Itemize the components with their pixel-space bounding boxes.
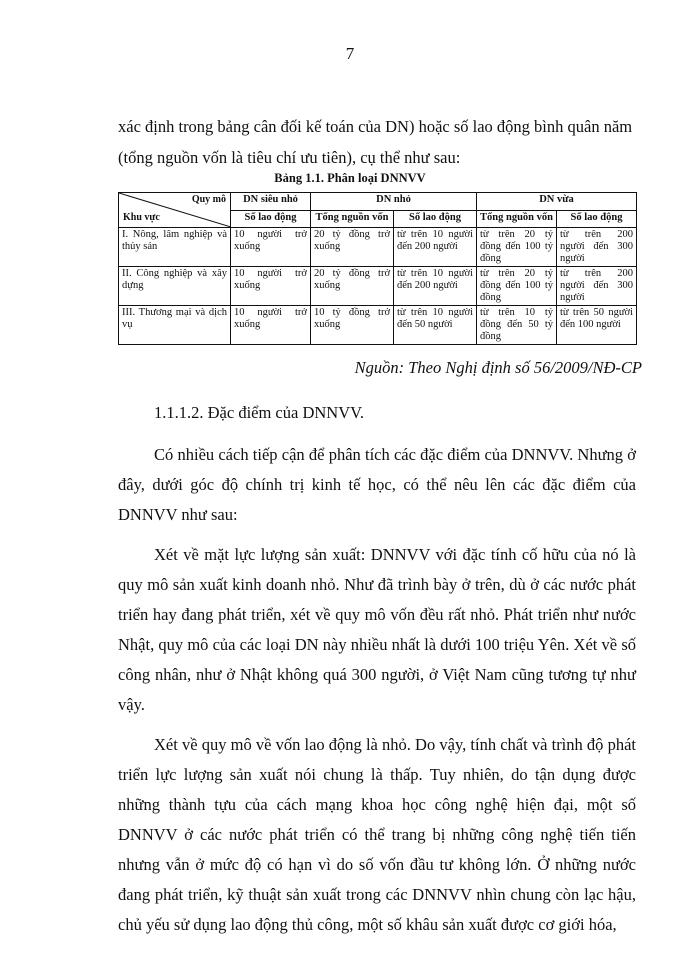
table-cell: từ trên 200 người đến 300 người — [557, 228, 637, 267]
table-cell: 10 tỷ đồng trở xuống — [311, 306, 394, 345]
group-header: DN siêu nhỏ — [231, 193, 311, 211]
classification-table — [118, 192, 637, 345]
section-title: 1.1.1.2. Đặc điểm của DNNVV. — [154, 403, 365, 422]
table-corner-cell — [119, 193, 231, 228]
intro-line: (tổng nguồn vốn là tiêu chí ưu tiên), cụ thể như sau: — [118, 148, 461, 167]
table-cell: từ trên 200 người đến 300 người — [557, 267, 637, 306]
column-header: Số lao động — [231, 210, 311, 228]
body-text — [118, 440, 636, 950]
table-source: Nguồn: Theo Nghị định số 56/2009/NĐ-CP — [354, 358, 642, 377]
table-cell: từ trên 20 tỷ đồng đến 100 tỷ đồng — [477, 228, 557, 267]
table-cell: 10 người trở xuống — [231, 228, 311, 267]
group-header: DN nhỏ — [311, 193, 477, 211]
paragraph: Xét về quy mô về vốn lao động là nhỏ. Do vậy, tính chất và trình độ phát triển lực lượng sản xuất nói chung là thấp. Tuy nhiên, do tận dụng được những thành tựu của cách mạng khoa học công nghệ hiện đại, một số DNNVV ở các nước phát triển có thể trang bị những công nghệ tiến tiến nhưng vẫn ở mức độ có hạn vì do số vốn đầu tư không lớn. Ở những nước đang phát triển, kỹ thuật sản xuất trong các DNNVV nhìn chung còn lạc hậu, chủ yếu sử dụng lao động thủ công, một số khâu sản xuất được cơ giới hóa, — [118, 735, 636, 934]
table-caption: Bảng 1.1. Phân loại DNNVV — [274, 171, 426, 185]
corner-label-scale: Quy mô — [191, 194, 226, 205]
intro-line: xác định trong bảng cân đối kế toán của DN) hoặc số lao động bình quân năm — [118, 117, 633, 136]
paragraph: Có nhiều cách tiếp cận để phân tích các đặc điểm của DNNVV. Nhưng ở đây, dưới góc độ chính trị kinh tế học, có thể nêu lên các đặc điểm của DNNVV như sau: — [118, 445, 636, 524]
table-cell: từ trên 50 người đến 100 người — [557, 306, 637, 345]
page-number: 7 — [345, 44, 355, 63]
table-cell: 10 người trở xuống — [231, 306, 311, 345]
corner-label-sector: Khu vực — [123, 212, 160, 223]
table-cell: từ trên 10 người đến 200 người — [394, 267, 477, 306]
sector-cell: II. Công nghiệp và xây dựng — [119, 267, 231, 306]
table-cell: 20 tỷ đồng trở xuống — [311, 228, 394, 267]
column-header: Tổng nguồn vốn — [311, 210, 394, 228]
table-row — [119, 306, 637, 345]
sector-cell: I. Nông, lâm nghiệp và thủy sản — [119, 228, 231, 267]
table-cell: 10 người trở xuống — [231, 267, 311, 306]
paragraph: Xét về mặt lực lượng sản xuất: DNNVV với đặc tính cố hữu của nó là quy mô sản xuất kinh doanh nhỏ. Như đã trình bày ở trên, dù ở các nước phát triển hay đang phát triển, xét về quy mô vốn đều rất nhỏ. Phát triển như nước Nhật, quy mô của các loại DN này nhiều nhất là dưới 100 triệu Yên. Xét về số công nhân, như ở Nhật không quá 300 người, ở Việt Nam cũng tương tự như vậy. — [118, 545, 636, 714]
table-cell: từ trên 20 tỷ đồng đến 100 tỷ đồng — [477, 267, 557, 306]
table-row — [119, 228, 637, 267]
table-cell: từ trên 10 tỷ đồng đến 50 tỷ đồng — [477, 306, 557, 345]
table-cell: 20 tỷ đồng trở xuống — [311, 267, 394, 306]
column-header: Tổng nguồn vốn — [477, 210, 557, 228]
column-header: Số lao động — [557, 210, 637, 228]
sector-cell: III. Thương mại và dịch vụ — [119, 306, 231, 345]
group-header: DN vừa — [477, 193, 637, 211]
table-cell: từ trên 10 người đến 50 người — [394, 306, 477, 345]
table-cell: từ trên 10 người đến 200 người — [394, 228, 477, 267]
intro-text — [118, 111, 636, 173]
column-header: Số lao động — [394, 210, 477, 228]
table-row — [119, 267, 637, 306]
